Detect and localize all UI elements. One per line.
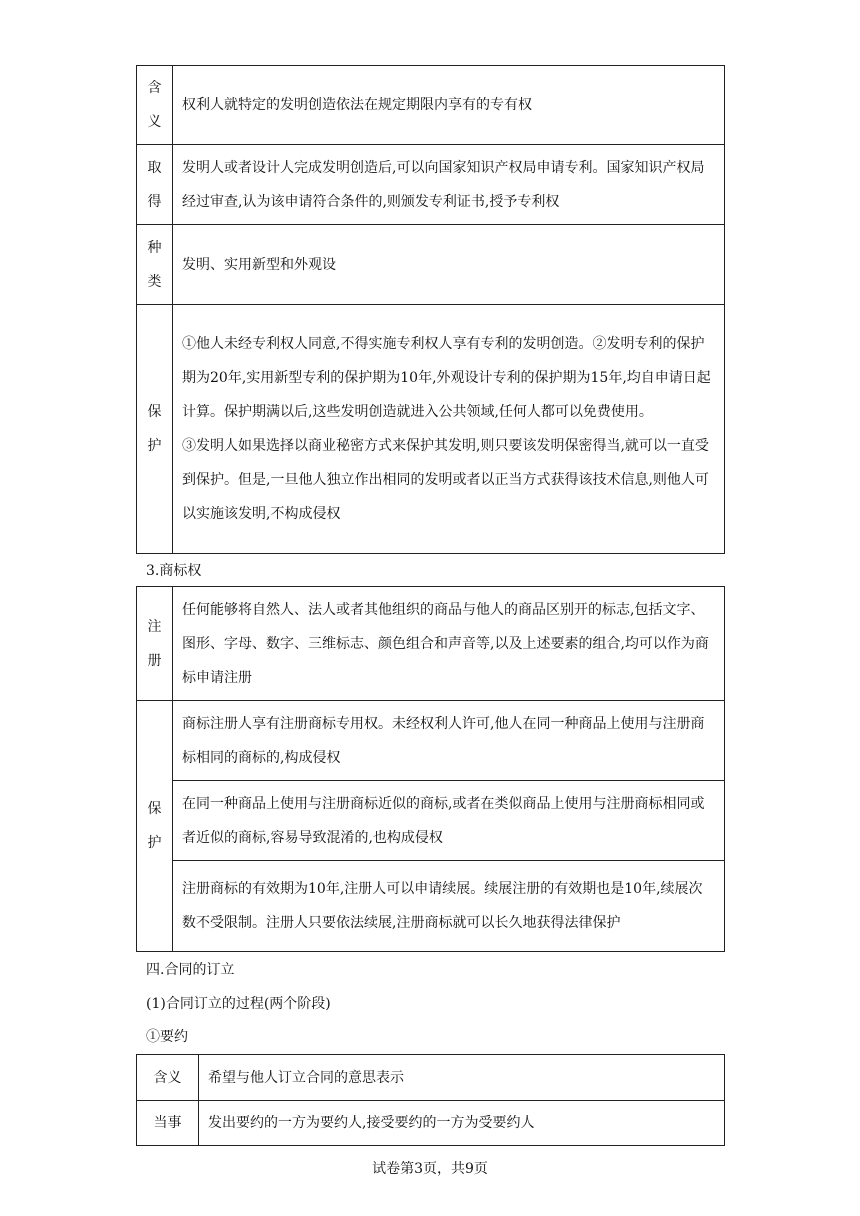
section4-heading: 四.合同的订立	[146, 962, 235, 978]
row-text-acquire: 发明人或者设计人完成发明创造后,可以向国家知识产权局申请专利。国家知识产权局经过审查,认为该申请符合条件的,则颁发专利证书,授予专利权	[173, 145, 725, 225]
table-row	[137, 701, 725, 781]
row-label-offer-party: 当事	[137, 1101, 199, 1146]
protection-paragraph-1: ①他人未经专利权人同意,不得实施专利权人享有专利的发明创造。②发明专利的保护期为20年,实用新型专利的保护期为10年,外观设计专利的保护期为15年,均自申请日起计算。保护期满以后,这些发明创造就进入公共领域,任何人都可以免费使用。	[182, 336, 711, 420]
offer-table	[136, 1054, 725, 1146]
row-label-types: 种类	[137, 225, 173, 305]
table-row	[137, 781, 725, 861]
protect-item-1: 商标注册人享有注册商标专用权。未经权利人许可,他人在同一种商品上使用与注册商标相同的商标的,构成侵权	[173, 701, 725, 781]
sub1-heading: (1)合同订立的过程(两个阶段)	[146, 996, 331, 1012]
table-row	[137, 587, 725, 701]
protect-item-2: 在同一种商品上使用与注册商标近似的商标,或者在类似商品上使用与注册商标相同或者近似的商标,容易导致混淆的,也构成侵权	[173, 781, 725, 861]
row-label-acquire: 取得	[137, 145, 173, 225]
table-row	[137, 225, 725, 305]
row-text-protection	[173, 305, 725, 554]
row-label-register: 注册	[137, 587, 173, 701]
protect-item-3: 注册商标的有效期为10年,注册人可以申请续展。续展注册的有效期也是10年,续展次数不受限制。注册人只要依法续展,注册商标就可以长久地获得法律保护	[173, 861, 725, 952]
trademark-table	[136, 586, 725, 952]
row-text-offer-meaning: 希望与他人订立合同的意思表示	[199, 1055, 725, 1101]
table-row	[137, 861, 725, 952]
table-row	[137, 1055, 725, 1101]
row-label-protect: 保护	[137, 701, 173, 952]
row-text-offer-party: 发出要约的一方为要约人,接受要约的一方为受要约人	[199, 1101, 725, 1146]
sub1a-heading: ①要约	[146, 1029, 188, 1045]
row-label-protection: 保护	[137, 305, 173, 554]
table-row	[137, 66, 725, 145]
trademark-heading: 3.商标权	[146, 563, 202, 579]
table-row	[137, 1101, 725, 1146]
table-row	[137, 145, 725, 225]
row-label-offer-meaning: 含义	[137, 1055, 199, 1101]
row-text-types: 发明、实用新型和外观设	[173, 225, 725, 305]
row-label-meaning: 含义	[137, 66, 173, 145]
protection-paragraph-2: ③发明人如果选择以商业秘密方式来保护其发明,则只要该发明保密得当,就可以一直受到保护。但是,一旦他人独立作出相同的发明或者以正当方式获得该技术信息,则他人可以实施该发明,不构成侵权	[182, 438, 709, 522]
row-text-meaning: 权利人就特定的发明创造依法在规定期限内享有的专有权	[173, 66, 725, 145]
page-footer: 试卷第3页，共9页	[372, 1161, 488, 1177]
patent-table	[136, 65, 725, 554]
row-text-register: 任何能够将自然人、法人或者其他组织的商品与他人的商品区别开的标志,包括文字、图形、字母、数字、三维标志、颜色组合和声音等,以及上述要素的组合,均可以作为商标申请注册	[173, 587, 725, 701]
table-row	[137, 305, 725, 554]
